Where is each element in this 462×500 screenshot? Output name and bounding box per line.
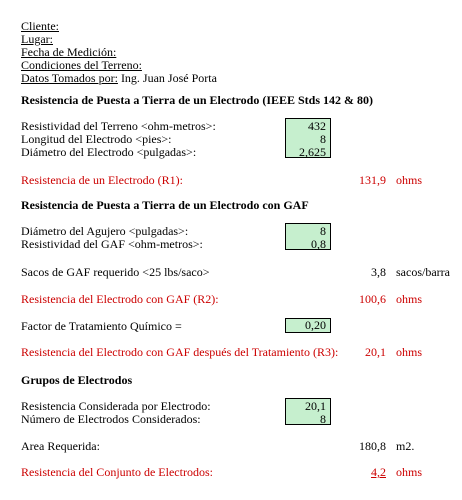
r3-label: Resistencia del Electrodo con GAF después del Tratamiento (R3): <box>21 345 339 359</box>
longitud-electrodo-label: Longitud del Electrodo <pies>: <box>21 132 172 146</box>
area-requerida-label: Area Requerida: <box>21 439 100 453</box>
diametro-electrodo-label: Diámetro del Electrodo <pulgadas>: <box>21 145 197 159</box>
r1-unit: ohms <box>396 173 423 187</box>
datos-tomados-label: Datos Tomados por: <box>21 71 118 85</box>
resistividad-gaf-label: Resistividad del GAF <ohm-metros>: <box>21 237 203 251</box>
datos-tomados-row <box>21 72 217 85</box>
numero-electrodos-input[interactable]: 8 <box>320 412 326 426</box>
condiciones-label: Condiciones del Terreno: <box>21 58 142 72</box>
datos-tomados-value: Ing. Juan José Porta <box>120 71 217 85</box>
r2-value: 100,6 <box>359 292 386 306</box>
r1-label: Resistencia de un Electrodo (R1): <box>21 173 183 187</box>
conjunto-label: Resistencia del Conjunto de Electrodos: <box>21 465 213 479</box>
r3-unit: ohms <box>396 345 423 359</box>
resistencia-considerada-label: Resistencia Considerada por Electrodo: <box>21 399 211 413</box>
section3-title: Grupos de Electrodos <box>21 373 133 387</box>
conjunto-value: 4,2 <box>371 465 386 479</box>
fecha-label: Fecha de Medición: <box>21 45 117 59</box>
r2-label: Resistencia del Electrodo con GAF (R2): <box>21 292 219 306</box>
resistencia-considerada-input[interactable]: 20,1 <box>305 399 326 413</box>
input-box-grupos[interactable] <box>285 398 331 425</box>
diametro-electrodo-input[interactable]: 2,625 <box>299 145 326 159</box>
area-requerida-value: 180,8 <box>359 439 386 453</box>
lugar-label: Lugar: <box>21 32 53 46</box>
diametro-agujero-input[interactable]: 8 <box>320 224 326 238</box>
area-requerida-unit: m2. <box>396 439 415 453</box>
sacos-gaf-unit: sacos/barra <box>396 265 450 279</box>
longitud-electrodo-input[interactable]: 8 <box>320 132 326 146</box>
cliente-label: Cliente: <box>21 19 59 33</box>
conjunto-unit: ohms <box>396 465 423 479</box>
section2-title: Resistencia de Puesta a Tierra de un Electrodo con GAF <box>21 198 309 212</box>
input-box-electrodo[interactable] <box>285 118 331 158</box>
diametro-agujero-label: Diámetro del Agujero <pulgadas>: <box>21 224 189 238</box>
resistividad-terreno-input[interactable]: 432 <box>308 119 326 133</box>
sacos-gaf-value: 3,8 <box>371 265 386 279</box>
resistividad-gaf-input[interactable]: 0,8 <box>311 237 326 251</box>
numero-electrodos-label: Número de Electrodos Considerados: <box>21 412 201 426</box>
r2-unit: ohms <box>396 292 423 306</box>
input-box-factor[interactable] <box>285 318 331 333</box>
resistividad-terreno-label: Resistividad del Terreno <ohm-metros>: <box>21 119 216 133</box>
r3-value: 20,1 <box>365 345 386 359</box>
factor-tratamiento-input[interactable]: 0,20 <box>305 318 326 332</box>
section1-title: Resistencia de Puesta a Tierra de un Electrodo (IEEE Stds 142 & 80) <box>21 93 374 107</box>
r1-value: 131,9 <box>359 173 386 187</box>
input-box-gaf[interactable] <box>285 223 331 250</box>
factor-tratamiento-label: Factor de Tratamiento Químico = <box>21 319 182 333</box>
sacos-gaf-label: Sacos de GAF requerido <25 lbs/saco> <box>21 265 210 279</box>
